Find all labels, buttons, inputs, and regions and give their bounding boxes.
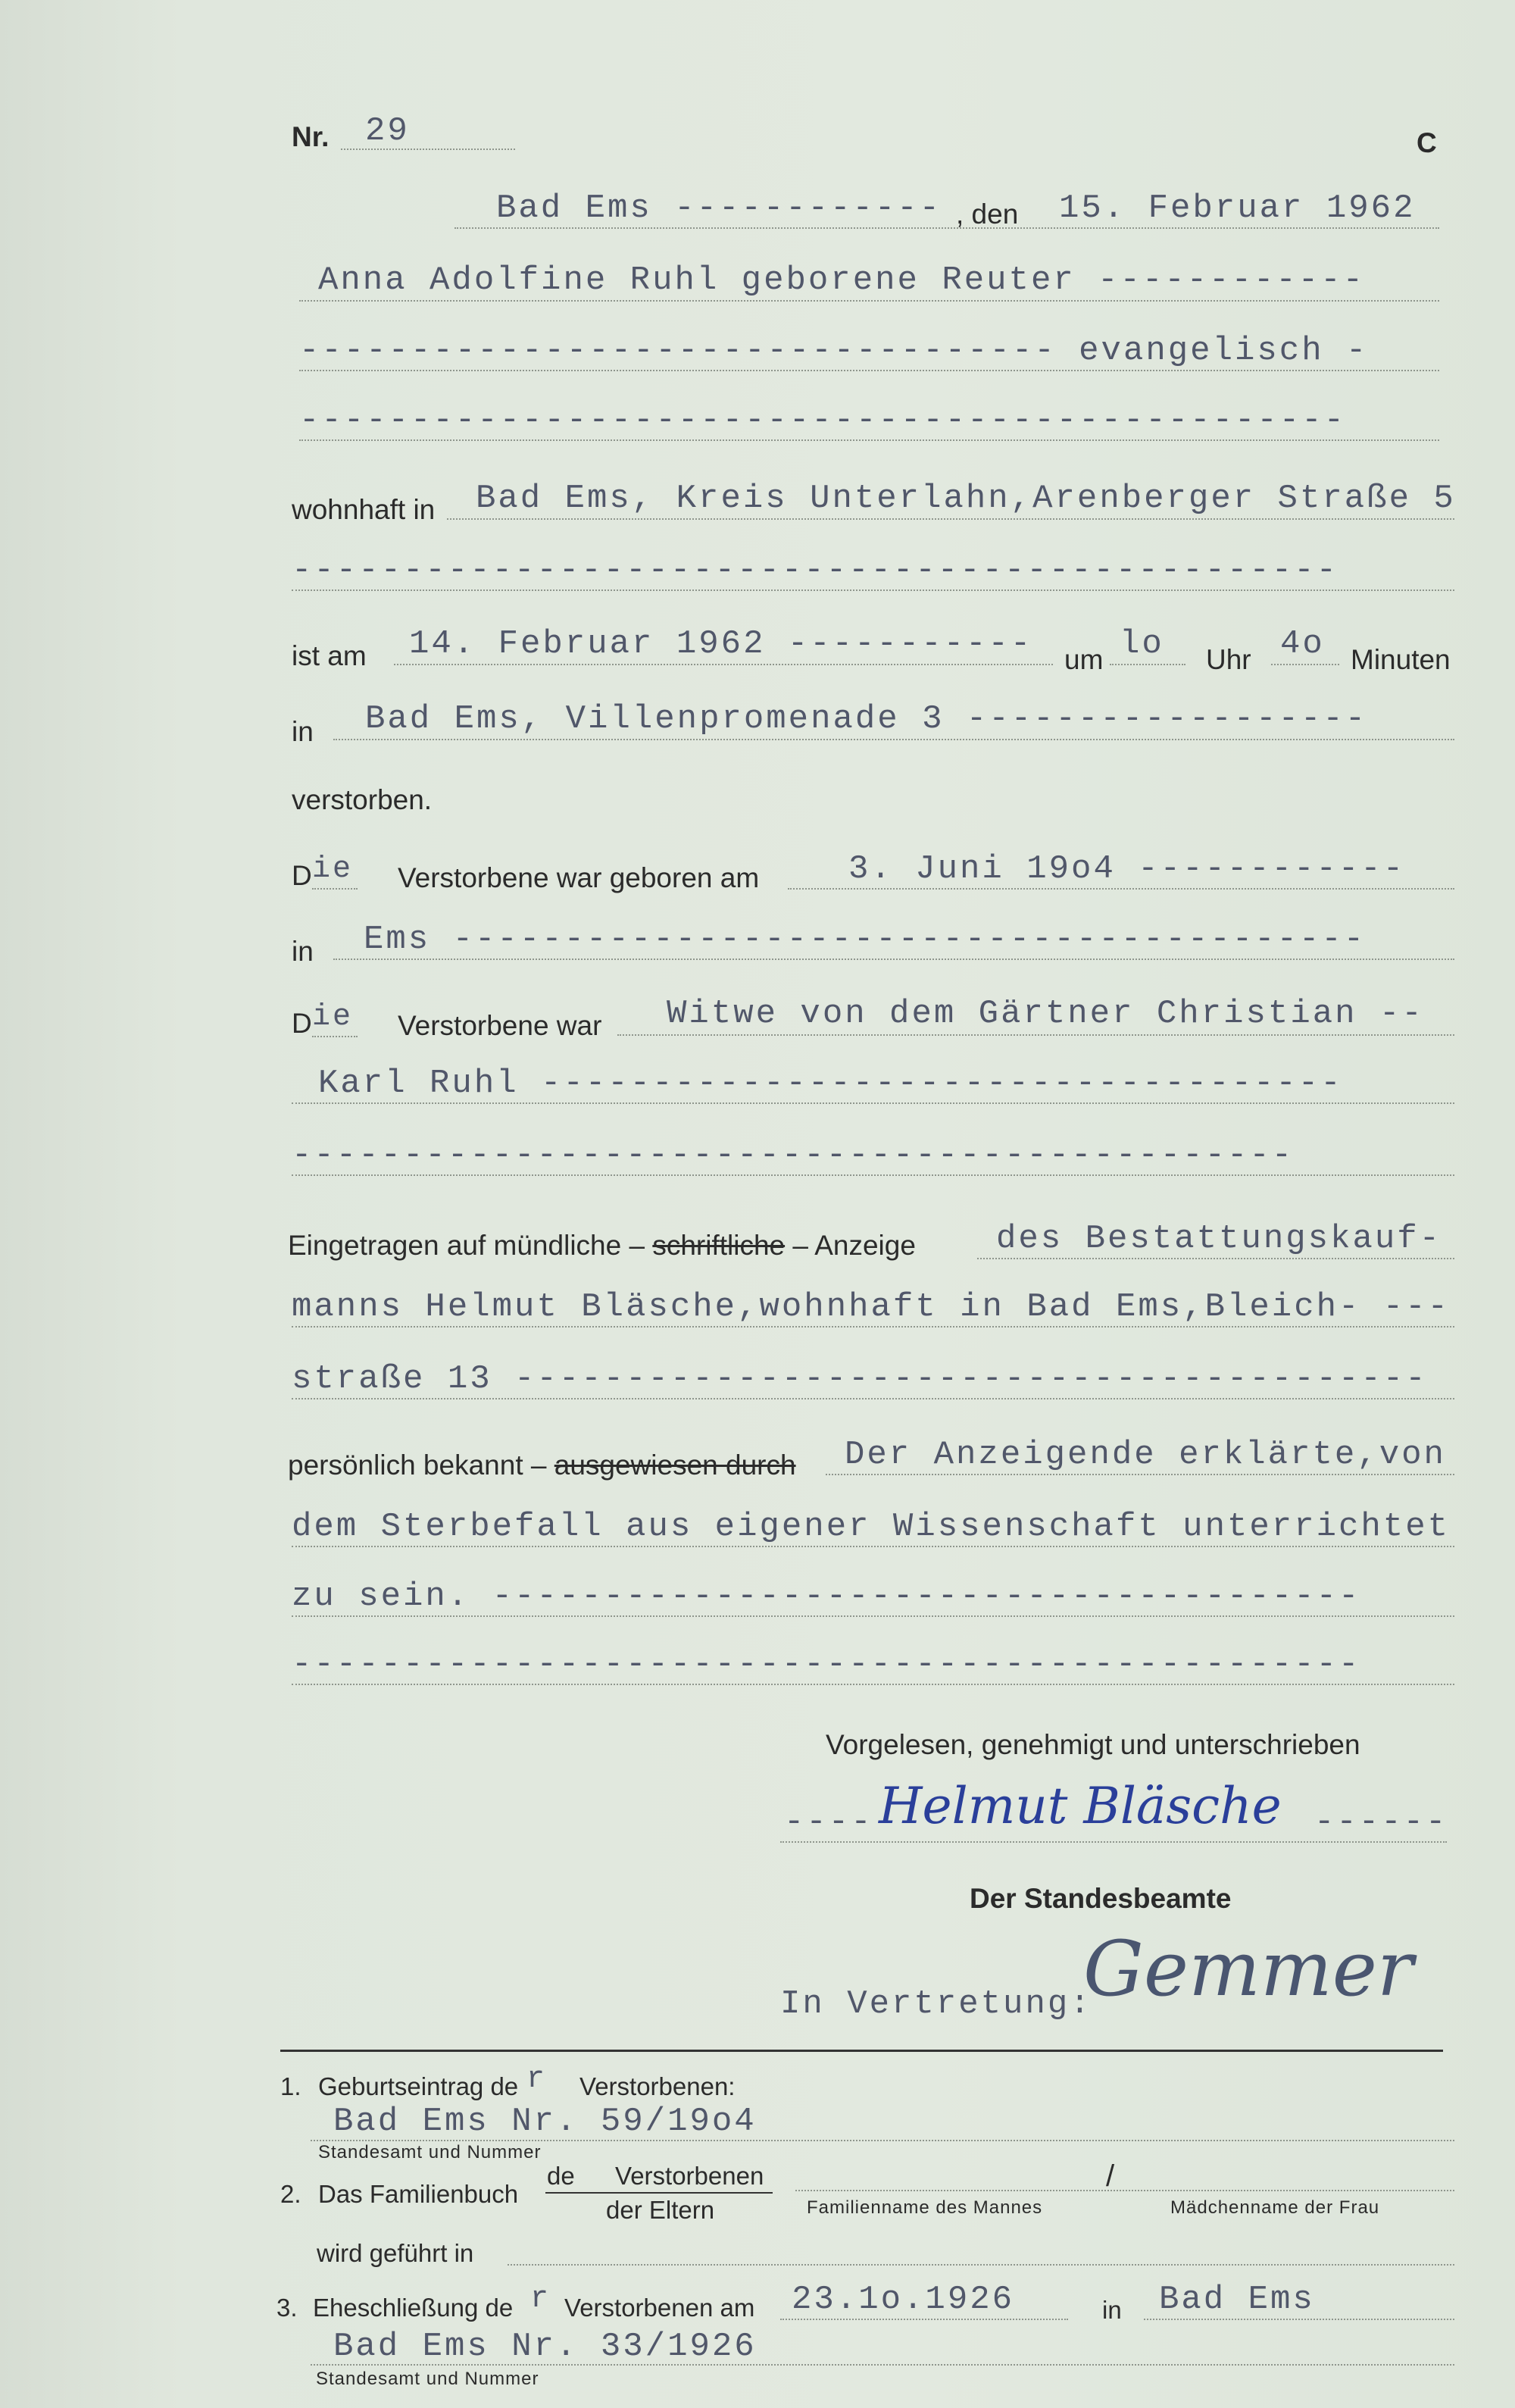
death-date: 14. Februar 1962 ----------- — [409, 625, 1033, 663]
footer-item-2-slash: / — [1106, 2159, 1115, 2193]
birth-date-label: Verstorbene war geboren am — [398, 862, 760, 893]
death-place-line — [333, 739, 1454, 740]
footer-item-2-kept-in: wird geführt in — [317, 2239, 474, 2267]
death-place: Bad Ems, Villenpromenade 3 ------------------ — [365, 700, 1368, 738]
birth-place: Ems ----------------------------------------- — [364, 921, 1367, 959]
residence-label: wohnhaft in — [292, 494, 436, 525]
hour-line — [1110, 664, 1185, 665]
death-minute: 4o — [1280, 625, 1325, 663]
footer-item-2-fraction-line — [545, 2192, 773, 2194]
birth-date: 3. Juni 19o4 ------------ — [848, 850, 1406, 888]
minuten-label: Minuten — [1351, 644, 1451, 675]
residence-address: Bad Ems, Kreis Unterlahn,Arenberger Straße 5 — [476, 480, 1456, 518]
identity-line-3: zu sein. --------------------------------------- — [292, 1578, 1361, 1615]
registration-line-2 — [292, 1326, 1454, 1328]
verstorben-label: verstorben. — [292, 784, 433, 815]
birth-die-label: D — [292, 860, 312, 891]
minute-line — [1271, 664, 1339, 665]
residence-line-2 — [292, 589, 1454, 591]
residence-line-1 — [447, 518, 1454, 520]
footer-item-1-caption: Standesamt und Nummer — [318, 2142, 542, 2163]
marriage-date-line — [780, 2319, 1068, 2320]
status-label: Verstorbene war — [398, 1010, 602, 1041]
status-line-3 — [292, 1174, 1454, 1176]
birth-record-reference: Bad Ems Nr. 59/19o4 — [333, 2103, 757, 2141]
footer-item-2-parents: der Eltern — [606, 2196, 715, 2224]
death-place-label: in — [292, 716, 314, 747]
footer-item-2-caption-husband: Familienname des Mannes — [807, 2197, 1043, 2218]
footer-item-1-label-a: Geburtseintrag de — [318, 2072, 519, 2100]
person-line-1 — [299, 300, 1439, 302]
death-hour: lo — [1120, 625, 1164, 663]
death-date-label: ist am — [292, 640, 367, 671]
religion-line: ---------------------------------- evangelisch - — [299, 332, 1369, 370]
registrar-title: Der Standesbeamte — [970, 1883, 1232, 1914]
deceased-name: Anna Adolfine Ruhl geborene Reuter ------------ — [318, 261, 1366, 299]
identity-dots-4 — [292, 1684, 1454, 1685]
informant-line-3: straße 13 ----------------------------------------- — [292, 1360, 1428, 1398]
registration-label — [288, 1230, 916, 1262]
spouse-name: Karl Ruhl ------------------------------------ — [318, 1065, 1343, 1102]
read-approved-text: Vorgelesen, genehmigt und unterschrieben — [826, 1729, 1360, 1760]
registration-date: 15. Februar 1962 — [1059, 189, 1416, 227]
marriage-date: 23.1o.1926 — [792, 2281, 1015, 2319]
marriage-place: Bad Ems — [1159, 2281, 1315, 2319]
identity-line-1: Der Anzeigende erklärte,von — [845, 1436, 1446, 1474]
marriage-record-reference: Bad Ems Nr. 33/1926 — [333, 2328, 757, 2366]
footer-item-2-number: 2. — [280, 2180, 301, 2208]
identity-line-4: ------------------------------------------------ — [292, 1646, 1361, 1684]
place-date-line — [454, 227, 1439, 229]
birth-die-typed: ie — [312, 852, 354, 887]
footer-item-3-typed: r — [530, 2282, 551, 2316]
residence-line-2-text: ----------------------------------------------- — [292, 552, 1339, 589]
signature-dashes-right: ------ — [1314, 1803, 1448, 1841]
death-date-line — [394, 664, 1053, 665]
footer-item-3-label-a: Eheschließung de — [313, 2294, 514, 2322]
birth-place-line — [333, 959, 1454, 960]
footer-item-1-number: 1. — [280, 2072, 301, 2100]
registration-place: Bad Ems ------------ — [496, 189, 942, 227]
registration-label-struck: schriftliche — [652, 1230, 786, 1261]
footer-item-3-number: 3. — [276, 2294, 298, 2322]
marriage-place-line — [1144, 2319, 1454, 2320]
identity-label-a: persönlich bekannt – — [288, 1449, 547, 1481]
footer-divider — [280, 2050, 1443, 2052]
birth-date-line — [788, 888, 1454, 890]
footer-item-1-label-b: Verstorbenen: — [579, 2072, 736, 2100]
identity-dots-3 — [292, 1615, 1454, 1617]
in-vertretung: In Vertretung: — [780, 1985, 1092, 2023]
person-line-3-text: ----------------------------------------------- — [299, 402, 1347, 439]
record-number-label: Nr. — [292, 121, 330, 152]
informant-line-2: manns Helmut Bläsche,wohnhaft in Bad Ems,Bleich- --- — [292, 1288, 1451, 1326]
footer-item-3-line — [311, 2364, 1454, 2366]
person-line-2 — [299, 370, 1439, 371]
footer-item-1-typed: r — [526, 2062, 548, 2097]
footer-item-2-kept-line — [508, 2264, 1454, 2266]
footer-item-3-label-b: Verstorbenen am — [564, 2294, 755, 2322]
registration-line-1 — [977, 1258, 1454, 1259]
registration-label-a: Eingetragen auf mündliche – — [288, 1230, 645, 1261]
birth-place-label: in — [292, 936, 314, 967]
informant-signature: Helmut Bläsche — [879, 1777, 1282, 1835]
informant-line-1: des Bestattungskauf- — [996, 1220, 1442, 1258]
record-number-line — [341, 149, 515, 150]
record-number: 29 — [365, 112, 410, 150]
footer-item-2-de: de — [547, 2162, 575, 2190]
footer-item-2-label: Das Familienbuch — [318, 2180, 519, 2208]
status-die-label: D — [292, 1008, 312, 1039]
informant-signature-line — [780, 1841, 1447, 1843]
status-die-line — [312, 1036, 358, 1037]
den-label: , den — [956, 199, 1019, 230]
identity-label-struck: ausgewiesen durch — [554, 1449, 796, 1481]
identity-line-2: dem Sterbefall aus eigener Wissenschaft unterrichtet — [292, 1508, 1451, 1546]
footer-item-3-in: in — [1102, 2296, 1122, 2324]
identity-dots-1 — [826, 1474, 1454, 1475]
footer-item-3-caption: Standesamt und Nummer — [316, 2369, 539, 2389]
identity-label — [288, 1449, 796, 1481]
status-die-typed: ie — [312, 1000, 354, 1034]
uhr-label: Uhr — [1206, 644, 1251, 675]
signature-dashes-left: ---- — [784, 1803, 873, 1841]
footer-item-2-line — [795, 2190, 1454, 2191]
status-line-3-text: --------------------------------------------- — [292, 1137, 1295, 1174]
registration-label-b: – Anzeige — [792, 1230, 916, 1261]
footer-item-2-caption-wife: Mädchenname der Frau — [1170, 2197, 1380, 2218]
footer-item-1-line — [311, 2140, 1454, 2141]
person-line-3 — [299, 439, 1439, 441]
footer-item-2-deceased: Verstorbenen — [615, 2162, 764, 2190]
registrar-signature: Gemmer — [1083, 1925, 1413, 2013]
status-line-2 — [292, 1102, 1454, 1104]
identity-dots-2 — [292, 1546, 1454, 1547]
status-line-1 — [617, 1034, 1454, 1036]
um-label: um — [1064, 644, 1104, 675]
form-letter: C — [1417, 127, 1437, 158]
marital-status: Witwe von dem Gärtner Christian -- — [667, 995, 1424, 1033]
registration-line-3 — [292, 1398, 1454, 1399]
birth-die-line — [312, 888, 358, 890]
